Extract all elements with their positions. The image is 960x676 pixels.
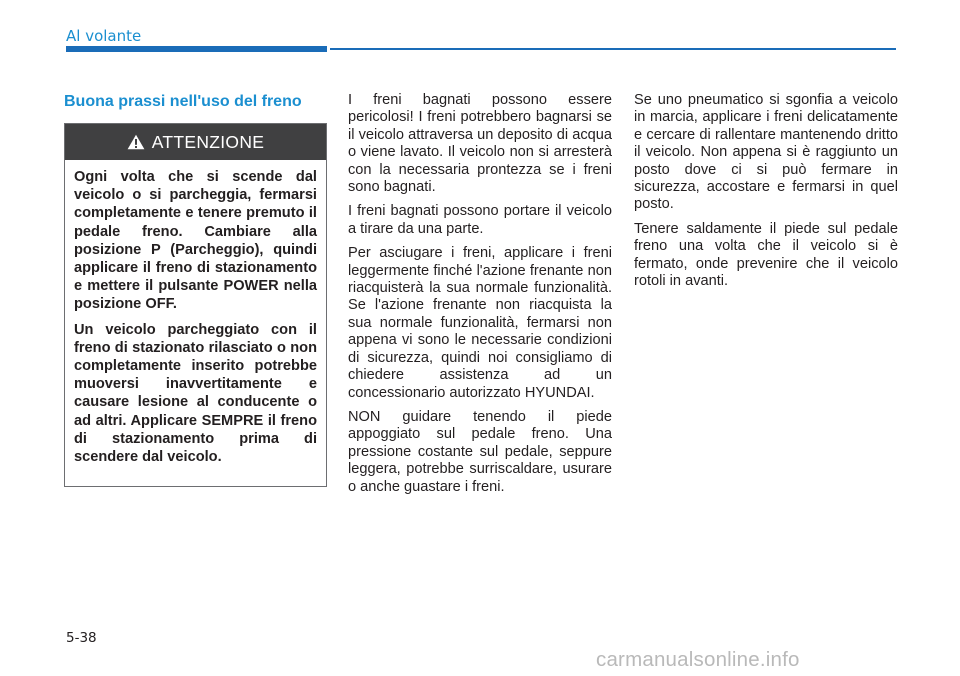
body-paragraph: Tenere saldamente il piede sul pedale freno una volta che il veicolo si è fermato, onde prevenire che il veicolo rotoli in avanti.	[634, 220, 898, 290]
header-rule-thin	[330, 48, 896, 50]
text-column-middle	[348, 92, 612, 503]
page-title: Buona prassi nell'uso del freno	[64, 93, 302, 110]
body-paragraph: Per asciugare i freni, applicare i freni leggermente finché l'azione frenante non riacquisterà la sua normale funzionalità. Se l'azione frenante non riacquista la sua normale funzionalità, fermarsi non appena vi sono le necessarie condizioni di sicurezza, quindi noi consigliamo di chiedere assistenza ad un concessionario autorizzato HYUNDAI.	[348, 245, 612, 401]
page-number: 5-38	[66, 630, 97, 646]
warning-box	[64, 123, 327, 487]
section-header: Al volante	[66, 27, 142, 45]
warning-header	[65, 124, 326, 160]
warning-paragraph: Un veicolo parcheggiato con il freno di stazionato rilasciato o non completamente inserito potrebbe muoversi inavvertitamente e causare lesione al conducente o ad altri. Applicare SEMPRE il freno di stazionamento prima di scendere dal veicolo.	[74, 321, 317, 466]
warning-label: ATTENZIONE	[151, 131, 265, 152]
body-paragraph: I freni bagnati possono essere pericolosi! I freni potrebbero bagnarsi se il veicolo attraversa un deposito di acqua o viene lavato. Il veicolo non si arresterà con la necessaria prontezza se i freni sono bagnati.	[348, 92, 612, 196]
body-paragraph: NON guidare tenendo il piede appoggiato sul pedale freno. Una pressione costante sul pedale, seppure leggera, potrebbe surriscaldare, usurare o anche guastare i freni.	[348, 408, 612, 495]
watermark: carmanualsonline.info	[596, 648, 800, 671]
warning-paragraph: Ogni volta che si scende dal veicolo o si parcheggia, fermarsi completamente e tenere premuto il pedale freno. Cambiare alla posizione P (Parcheggio), quindi applicare il freno di stazionamento e mettere il pulsante POWER nella posizione OFF.	[74, 169, 317, 313]
body-paragraph: Se uno pneumatico si sgonfia a veicolo in marcia, applicare i freni delicatamente e cercare di rallentare mantenendo dritto il veicolo. Non appena si è raggiunto un posto dove ci si può fermare in sicurezza, accostare e fermarsi in quel posto.	[634, 92, 898, 213]
header-rule-thick	[66, 46, 327, 52]
warning-triangle-icon	[127, 134, 145, 150]
text-column-right	[634, 92, 898, 297]
warning-body	[65, 160, 326, 466]
body-paragraph: I freni bagnati possono portare il veicolo a tirare da una parte.	[348, 203, 612, 237]
